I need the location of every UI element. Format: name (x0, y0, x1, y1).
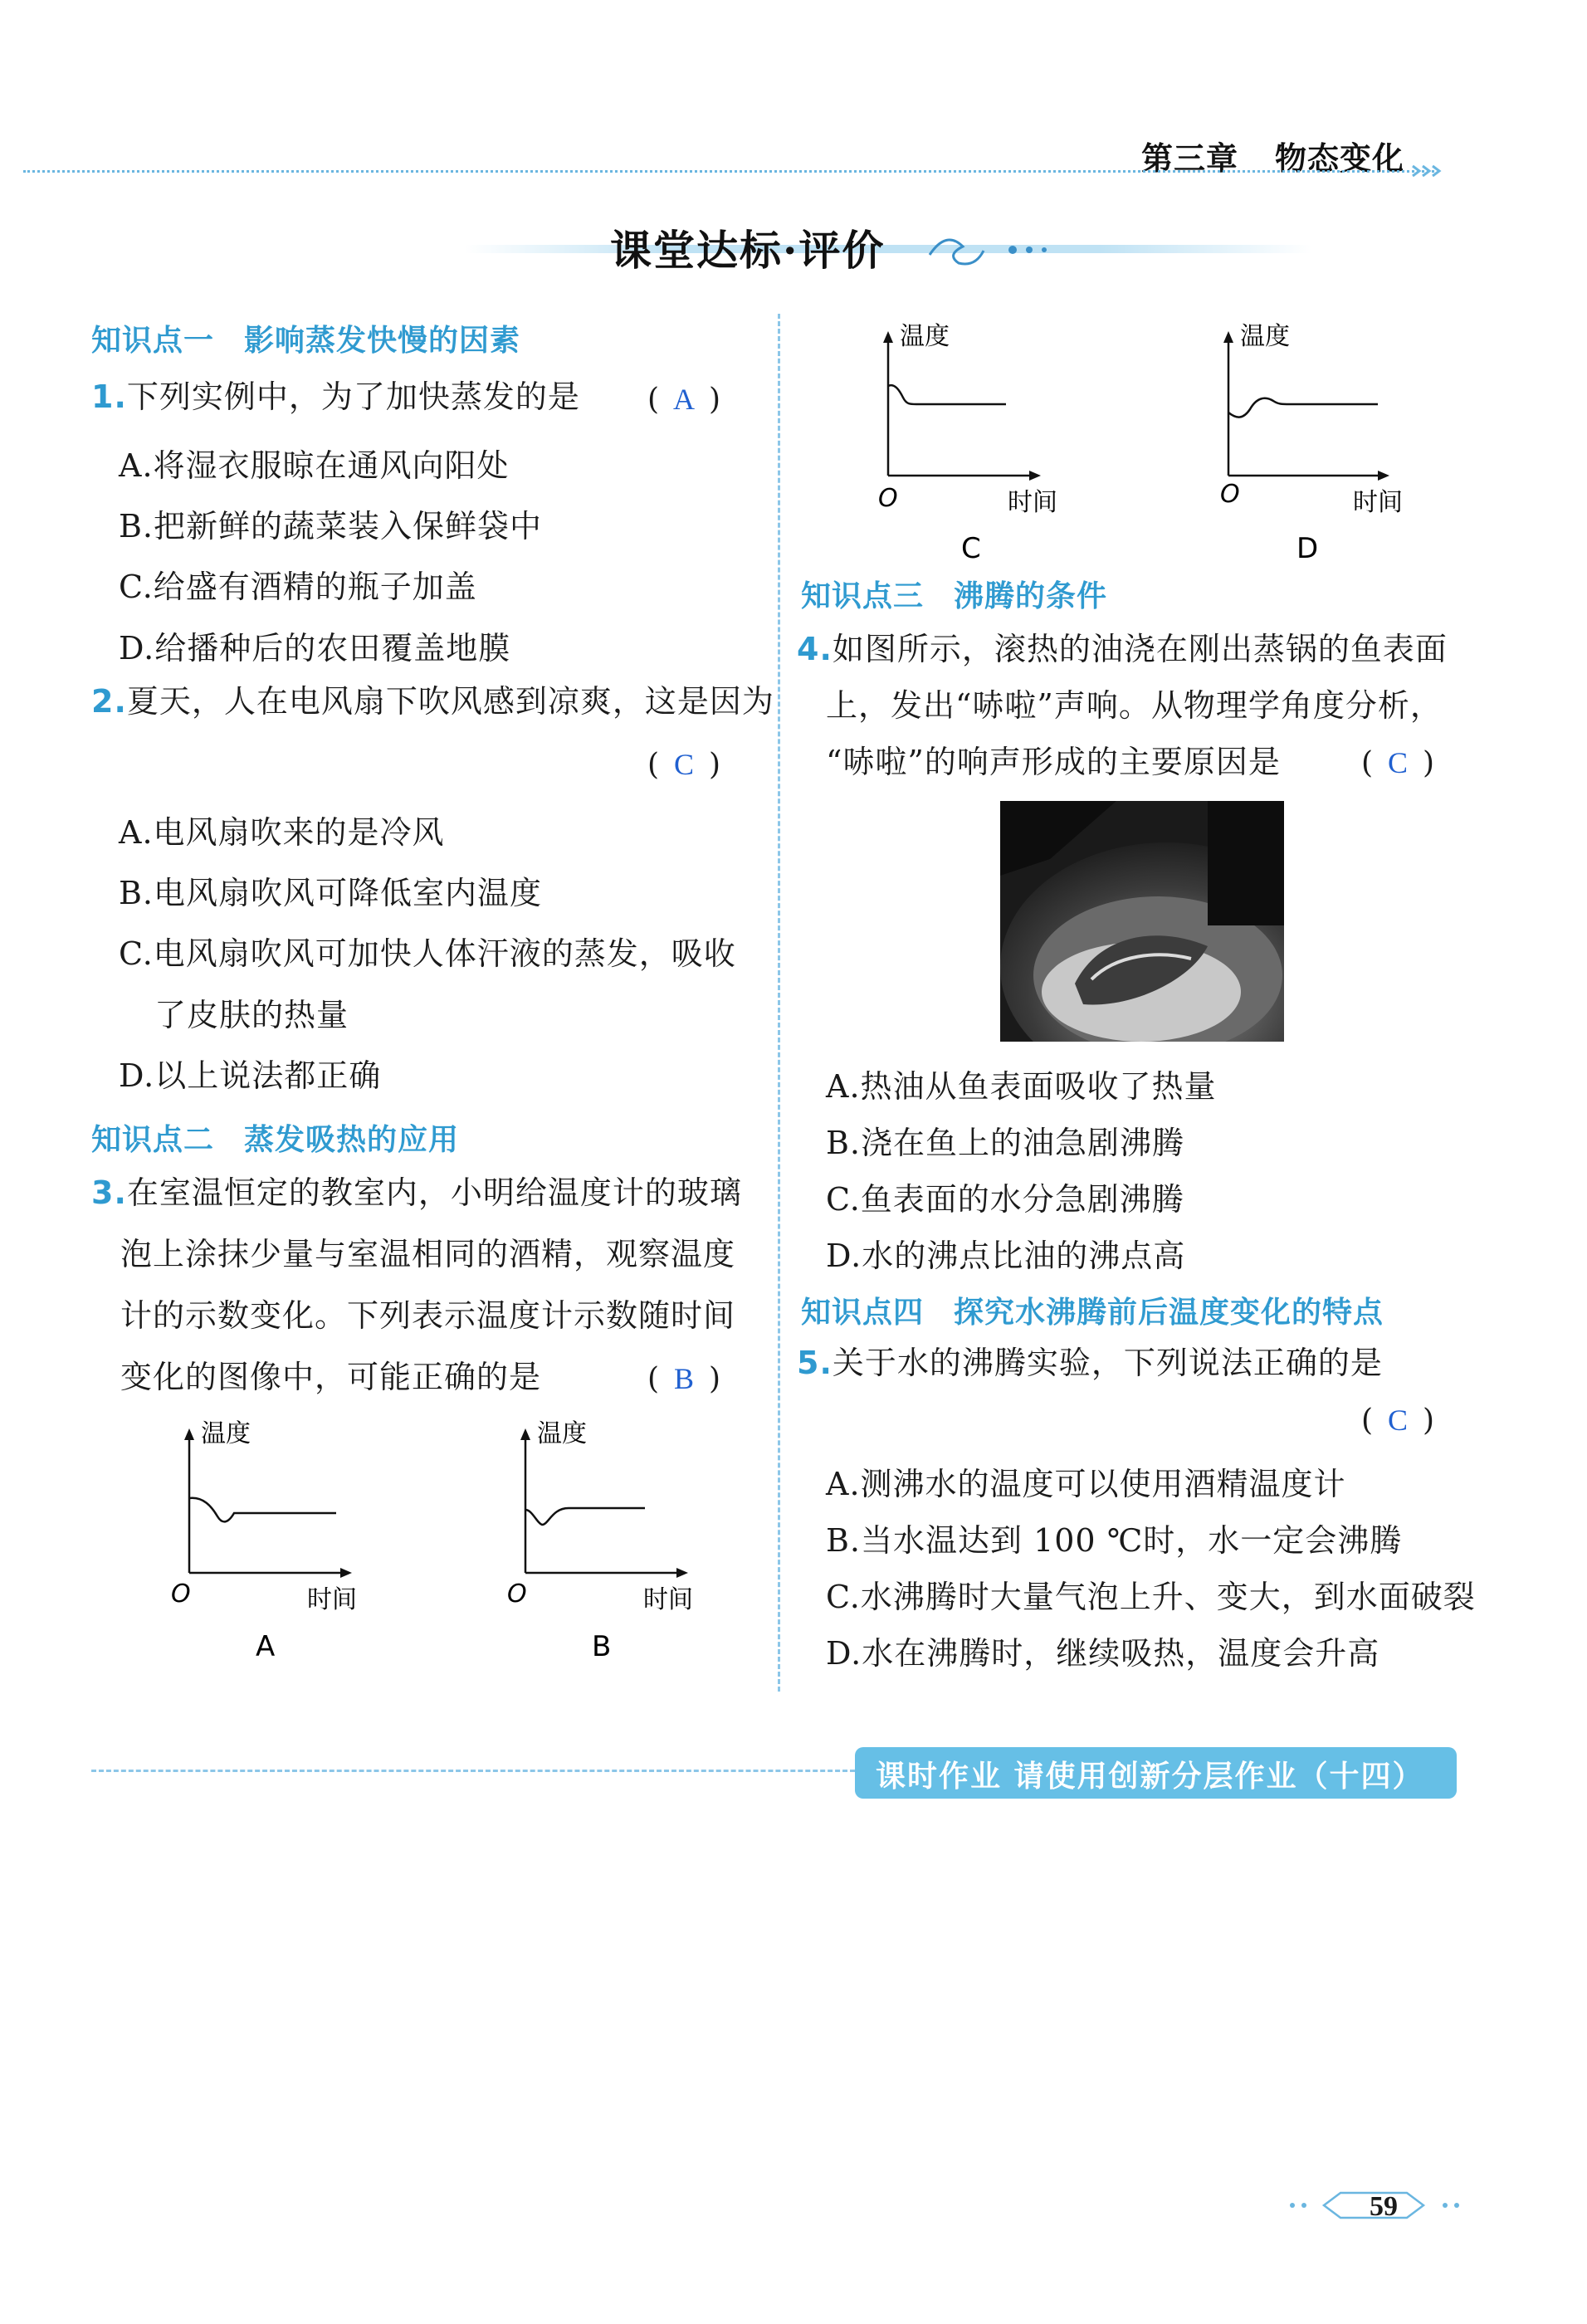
question-number: 1. (91, 378, 127, 415)
graph-label: D (1296, 532, 1319, 565)
section-title: 课堂达标·评价 (610, 226, 886, 275)
knowledge-point-1: 知识点一 影响蒸发快慢的因素 (91, 324, 521, 358)
question-number: 2. (91, 683, 127, 720)
origin-label: O (507, 1579, 527, 1609)
question-number: 3. (91, 1174, 127, 1211)
question-3-line: 变化的图像中，可能正确的是 (120, 1359, 542, 1395)
x-axis-arrow-icon (1378, 471, 1389, 481)
question-text: 下列实例中，为了加快蒸发的是 (126, 378, 580, 415)
origin-label: O (1220, 480, 1240, 509)
question-5 (797, 1345, 1383, 1383)
homework-banner-text: 课时作业 请使用创新分层作业（十四） (876, 1760, 1424, 1794)
knowledge-point-4: 知识点四 探究水沸腾前后温度变化的特点 (801, 1296, 1384, 1330)
origin-label: O (878, 484, 898, 513)
option: C.电风扇吹风可加快人体汗液的蒸发，吸收 (119, 935, 736, 972)
y-axis-arrow-icon (520, 1428, 530, 1440)
option: A.电风扇吹来的是冷风 (119, 814, 445, 851)
option: D.水的沸点比油的沸点高 (826, 1238, 1186, 1274)
answer-4: C (1388, 746, 1409, 779)
y-axis-label: 温度 (537, 1419, 587, 1448)
fish-steamer-photo (1000, 801, 1284, 1042)
x-axis-arrow-icon (340, 1568, 352, 1578)
y-axis-label: 温度 (1240, 322, 1290, 351)
temperature-curve (888, 385, 1006, 404)
x-axis-label: 时间 (643, 1585, 693, 1614)
question-text: 关于水的沸腾实验，下列说法正确的是 (832, 1345, 1383, 1381)
x-axis-label: 时间 (1353, 488, 1403, 517)
option: B.当水温达到 100 ℃时，水一定会沸腾 (826, 1522, 1403, 1559)
y-axis-arrow-icon (184, 1428, 194, 1440)
answer-bracket-5: ( C ) (1361, 1404, 1435, 1438)
y-axis-arrow-icon (1223, 331, 1233, 343)
option: C.水沸腾时大量气泡上升、变大，到水面破裂 (826, 1579, 1476, 1615)
temperature-curve (1228, 398, 1378, 417)
option: B.把新鲜的蔬菜装入保鲜袋中 (119, 508, 543, 544)
answer-bracket-3: ( B ) (647, 1362, 721, 1396)
x-axis-arrow-icon (1029, 471, 1041, 481)
graph-c (863, 311, 1079, 569)
answer-bracket-2: ( C ) (647, 748, 721, 782)
answer-5: C (1388, 1404, 1409, 1437)
graph-b (502, 1415, 718, 1664)
x-axis-arrow-icon (676, 1568, 688, 1578)
x-axis-label: 时间 (307, 1585, 357, 1614)
answer-bracket-1: ( A ) (647, 383, 721, 417)
answer-1: A (673, 383, 696, 416)
temperature-curve (525, 1508, 645, 1525)
graph-label: B (592, 1630, 612, 1663)
question-number: 4. (797, 631, 833, 667)
option: B.浇在鱼上的油急剧沸腾 (826, 1125, 1185, 1161)
graph-label: C (961, 532, 981, 565)
option: C.鱼表面的水分急剧沸腾 (826, 1181, 1184, 1218)
header-arrows-icon (1411, 163, 1453, 179)
option: C.给盛有酒精的瓶子加盖 (119, 569, 477, 605)
footer-divider (91, 1770, 855, 1772)
answer-3: B (674, 1362, 695, 1395)
question-1 (91, 378, 580, 417)
question-4-line: 上，发出“哧啦”声响。从物理学角度分析， (826, 687, 1443, 724)
option: D.水在沸腾时，继续吸热，温度会升高 (826, 1635, 1380, 1672)
answer-bracket-4: ( C ) (1361, 746, 1435, 780)
option: D.给播种后的农田覆盖地膜 (119, 630, 511, 666)
x-axis-label: 时间 (1008, 488, 1057, 517)
option: A.将湿衣服晾在通风向阳处 (119, 447, 510, 484)
y-axis-arrow-icon (883, 331, 893, 343)
graph-label: A (256, 1630, 276, 1663)
page-number: 59 (1370, 2191, 1398, 2222)
knowledge-point-2: 知识点二 蒸发吸热的应用 (91, 1123, 460, 1157)
origin-label: O (171, 1579, 191, 1609)
option: A.热油从鱼表面吸收了热量 (826, 1068, 1217, 1105)
chapter-label: 第三章 (1141, 140, 1239, 177)
question-number: 5. (797, 1345, 833, 1381)
y-axis-label: 温度 (900, 322, 950, 351)
temperature-curve (189, 1498, 336, 1522)
y-axis-label: 温度 (201, 1419, 251, 1448)
question-3: 3.在室温恒定的教室内，小明给温度计的玻璃 (91, 1174, 742, 1211)
option-continued: 了皮肤的热量 (154, 997, 349, 1033)
chapter-topic: 物态变化 (1275, 140, 1405, 177)
graph-a (166, 1415, 382, 1664)
option: B.电风扇吹风可降低室内温度 (119, 875, 543, 911)
graph-d (1204, 311, 1419, 569)
question-2 (91, 683, 774, 721)
column-divider (778, 314, 780, 1692)
knowledge-point-3: 知识点三 沸腾的条件 (801, 579, 1108, 613)
title-banner (465, 220, 1311, 278)
question-text: 夏天，人在电风扇下吹风感到凉爽，这是因为 (126, 683, 774, 720)
answer-2: C (674, 748, 695, 781)
question-4-line: “哧啦”的响声形成的主要原因是 (826, 744, 1281, 780)
header-divider (23, 170, 1434, 173)
question-3-line: 计的示数变化。下列表示温度计示数随时间 (120, 1297, 736, 1334)
question-3-line: 泡上涂抹少量与室温相同的酒精，观察温度 (120, 1236, 736, 1272)
option: A.测沸水的温度可以使用酒精温度计 (826, 1466, 1346, 1502)
option: D.以上说法都正确 (119, 1057, 382, 1094)
question-4: 4.如图所示，滚热的油浇在刚出蒸锅的鱼表面 (797, 631, 1448, 667)
